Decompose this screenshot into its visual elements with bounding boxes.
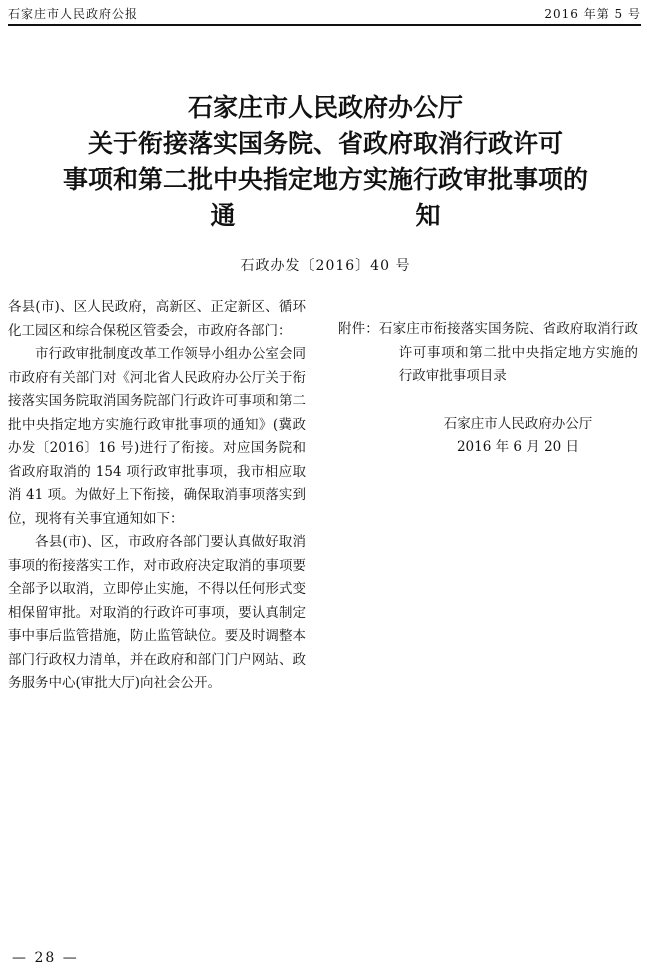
signature-date: 2016 年 6 月 20 日 bbox=[456, 438, 580, 455]
title-line-4 bbox=[0, 198, 651, 234]
paragraph-2: 各县(市)、区，市政府各部门要认真做好取消事项的衔接落实工作，对市政府决定取消的事项要全部予以取消，立即停止实施，不得以任何形式变相保留审批。对取消的行政许可事项，要认真制定事中事后监管措施，防止监管缺位。要及时调整本部门行政权力清单，并在政府和部门门户网站、政务服务中心(审批大厅)向社会公开。 bbox=[8, 534, 306, 691]
issue-number: 2016 年第 5 号 bbox=[544, 7, 641, 21]
document-number: 石政办发〔2016〕40 号 bbox=[240, 258, 411, 274]
title-word-tong: 通 bbox=[210, 201, 236, 230]
title-word-zhi: 知 bbox=[415, 201, 441, 230]
title-line-3: 事项和第二批中央指定地方实施行政审批事项的 bbox=[62, 165, 588, 194]
running-header bbox=[8, 4, 641, 26]
publication-name: 石家庄市人民政府公报 bbox=[8, 7, 139, 21]
salutation: 各县(市)、区人民政府，高新区、正定新区、循环化工园区和综合保税区管委会，市政府各部门： bbox=[8, 299, 306, 339]
document-title bbox=[0, 90, 651, 234]
body-column-right bbox=[338, 296, 638, 459]
signature-block bbox=[338, 413, 638, 459]
body-column-left bbox=[8, 296, 306, 696]
signature-org: 石家庄市人民政府办公厅 bbox=[443, 415, 593, 432]
paragraph-1: 市行政审批制度改革工作领导小组办公室会同市政府有关部门对《河北省人民政府办公厅关于衔接落实国务院取消国务院部门行政许可事项和第二批中央指定地方实施行政审批事项的通知》(冀政办发〔2016〕16 号)进行了衔接。对应国务院和省政府取消的 154 项行政审批事项，我市相应取消 41 项。为做好上下衔接，确保取消事项落实到位，现将有关事宜通知如下： bbox=[8, 346, 306, 527]
page-number: — 28 — bbox=[12, 950, 79, 966]
title-line-2: 关于衔接落实国务院、省政府取消行政许可 bbox=[87, 129, 563, 158]
attachment-note: 附件：石家庄市衔接落实国务院、省政府取消行政许可事项和第二批中央指定地方实施的行政审批事项目录 bbox=[338, 321, 638, 384]
title-line-1: 石家庄市人民政府办公厅 bbox=[187, 93, 463, 122]
